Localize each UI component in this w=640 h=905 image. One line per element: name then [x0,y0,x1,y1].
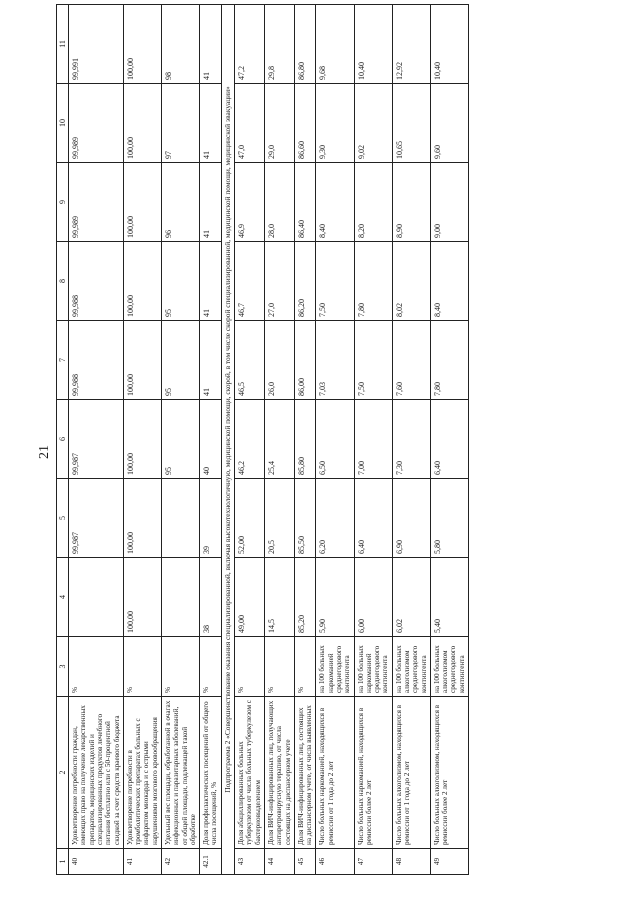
year-value: 40 [200,400,222,479]
unit-of-measure: % [162,637,200,697]
row-number: 42.1 [200,849,222,875]
column-header: 6 [57,400,69,479]
year-value: 99,988 [69,242,124,321]
year-value: 6,40 [354,479,392,558]
year-value: 97 [162,84,200,163]
year-value: 6,40 [430,400,468,479]
table-row [200,5,222,875]
indicator-name: Доля абациллированных больных туберкулезом от числа больных туберкулезом с бактериовыделением [235,697,265,849]
year-value: 39 [200,479,222,558]
table-row [354,5,392,875]
indicator-name: Число больных наркоманией, находящихся в ремиссии от 1 года до 2 лет [316,697,354,849]
year-value: 100,00 [123,558,161,637]
year-value: 100,00 [123,163,161,242]
year-value: 49,00 [235,558,265,637]
year-value: 7,80 [430,321,468,400]
year-value: 38 [200,558,222,637]
year-value: 46,2 [235,400,265,479]
table-row [294,5,316,875]
year-value: 7,03 [316,321,354,400]
year-value: 41 [200,163,222,242]
year-value: 6,50 [316,400,354,479]
page-number: 21 [37,445,52,459]
year-value: 98 [162,5,200,84]
year-value: 6,90 [392,479,430,558]
column-header: 1 [57,849,69,875]
year-value: 6,02 [392,558,430,637]
unit-of-measure: на 100 больных наркоманией среднегодового контингента [316,637,354,697]
year-value: 20,5 [265,479,295,558]
table-body-subprogram-1 [69,5,222,875]
indicator-name: Число больных наркоманией, находящихся в ремиссии более 2 лет [354,697,392,849]
year-value: 95 [162,321,200,400]
year-value: 29,8 [265,5,295,84]
year-value [162,558,200,637]
indicator-name: Удельный вес площади, обработанной в очагах инфекционных и паразитарных заболеваний, от общей площади, подлежащей такой обработке [162,697,200,849]
year-value: 9,60 [430,84,468,163]
year-value: 100,00 [123,400,161,479]
unit-of-measure: на 100 больных наркоманией среднегодового контингента [354,637,392,697]
year-value: 9,30 [316,84,354,163]
indicator-name: Доля профилактических посещений от общего числа посещений, % [200,697,222,849]
year-value: 99,989 [69,84,124,163]
unit-of-measure: % [123,637,161,697]
year-value: 86,40 [294,163,316,242]
year-value: 7,50 [316,242,354,321]
table-row [69,5,124,875]
year-value: 95 [162,242,200,321]
year-value: 41 [200,5,222,84]
year-value: 8,02 [392,242,430,321]
column-number-row [57,5,69,875]
year-value: 85,20 [294,558,316,637]
year-value: 47,2 [235,5,265,84]
table-row [123,5,161,875]
year-value: 28,0 [265,163,295,242]
year-value: 41 [200,321,222,400]
unit-of-measure: на 100 больных алкоголизмом среднегодового контингента [430,637,468,697]
section-row-group [221,5,235,875]
unit-of-measure: % [294,637,316,697]
year-value: 100,00 [123,5,161,84]
year-value: 10,40 [354,5,392,84]
unit-of-measure: % [200,637,222,697]
row-number: 43 [235,849,265,875]
year-value: 86,60 [294,84,316,163]
year-value: 99,987 [69,400,124,479]
year-value: 99,988 [69,321,124,400]
year-value: 100,00 [123,84,161,163]
year-value: 100,00 [123,479,161,558]
row-number: 45 [294,849,316,875]
row-number: 46 [316,849,354,875]
year-value: 9,68 [316,5,354,84]
year-value: 8,40 [316,163,354,242]
unit-of-measure: % [69,637,124,697]
column-header: 10 [57,84,69,163]
year-value: 12,92 [392,5,430,84]
year-value: 7,30 [392,400,430,479]
indicators-table [56,4,469,875]
year-value: 8,40 [430,242,468,321]
table-row [235,5,265,875]
year-value: 85,50 [294,479,316,558]
year-value: 86,20 [294,242,316,321]
year-value: 85,80 [294,400,316,479]
column-header: 8 [57,242,69,321]
indicator-name: Удовлетворение потребности в тромболитических препаратах больных с инфарктом миокарда и с острыми нарушениями мозгового кровообращения [123,697,161,849]
year-value: 46,7 [235,242,265,321]
year-value: 99,987 [69,479,124,558]
year-value: 29,0 [265,84,295,163]
year-value: 8,90 [392,163,430,242]
year-value: 7,50 [354,321,392,400]
unit-of-measure: на 100 больных алкоголизмом среднегодового контингента [392,637,430,697]
column-header: 7 [57,321,69,400]
row-number: 44 [265,849,295,875]
year-value: 46,5 [235,321,265,400]
indicator-name: Доля ВИЧ-инфицированных лиц, состоящих на диспансерном учете, от числа выявленных [294,697,316,849]
column-header: 3 [57,637,69,697]
year-value: 99,989 [69,163,124,242]
year-value: 5,90 [316,558,354,637]
year-value: 6,00 [354,558,392,637]
year-value: 7,60 [392,321,430,400]
year-value: 5,80 [430,479,468,558]
indicator-name: Число больных алкоголизмом, находящихся в ремиссии более 2 лет [430,697,468,849]
table-row [162,5,200,875]
column-header: 4 [57,558,69,637]
year-value: 7,80 [354,242,392,321]
column-header: 11 [57,5,69,84]
year-value: 41 [200,84,222,163]
year-value: 5,40 [430,558,468,637]
year-value: 7,00 [354,400,392,479]
column-header: 5 [57,479,69,558]
year-value: 86,00 [294,321,316,400]
indicator-name: Число больных алкоголизмом, находящихся в ремиссии от 1 года до 2 лет [392,697,430,849]
section-title: Подпрограмма 2 «Совершенствование оказания специализированной, включая высокотехнологичную, медицинской помощи, скорой, в том числе скорой специализированной, медицинской помощи, медицинской эвакуации» [221,5,235,875]
year-value: 25,4 [265,400,295,479]
unit-of-measure: % [235,637,265,697]
year-value: 100,00 [123,321,161,400]
year-value: 99,991 [69,5,124,84]
rotated-table-sheet [56,0,626,875]
section-row [221,5,235,875]
table-row [392,5,430,875]
year-value: 10,40 [430,5,468,84]
table-row [430,5,468,875]
year-value: 47,0 [235,84,265,163]
year-value [162,479,200,558]
row-number: 48 [392,849,430,875]
column-header: 9 [57,163,69,242]
year-value: 9,02 [354,84,392,163]
year-value: 100,00 [123,242,161,321]
year-value: 96 [162,163,200,242]
year-value: 46,9 [235,163,265,242]
year-value: 9,00 [430,163,468,242]
column-header: 2 [57,697,69,849]
year-value: 86,80 [294,5,316,84]
row-number: 41 [123,849,161,875]
year-value: 6,20 [316,479,354,558]
year-value: 14,5 [265,558,295,637]
year-value: 27,0 [265,242,295,321]
year-value: 41 [200,242,222,321]
year-value: 95 [162,400,200,479]
table-body-subprogram-2 [235,5,469,875]
row-number: 49 [430,849,468,875]
year-value: 52,00 [235,479,265,558]
row-number: 47 [354,849,392,875]
year-value: 10,65 [392,84,430,163]
year-value: 26,0 [265,321,295,400]
year-value: 8,20 [354,163,392,242]
row-number: 42 [162,849,200,875]
unit-of-measure: % [265,637,295,697]
indicator-name: Доля ВИЧ-инфицированных лиц, получающих антиретровирусную терапию, от числа состоящих на диспансерном учете [265,697,295,849]
indicator-name: Удовлетворение потребности граждан, имеющих право на получение лекарственных препаратов, медицинских изделий и специализированных продуктов лечебного питания бесплатно или с 50-процентной скидкой за счет средств краевого бюджета [69,697,124,849]
row-number: 40 [69,849,124,875]
table-row [265,5,295,875]
table-row [316,5,354,875]
year-value [69,558,124,637]
